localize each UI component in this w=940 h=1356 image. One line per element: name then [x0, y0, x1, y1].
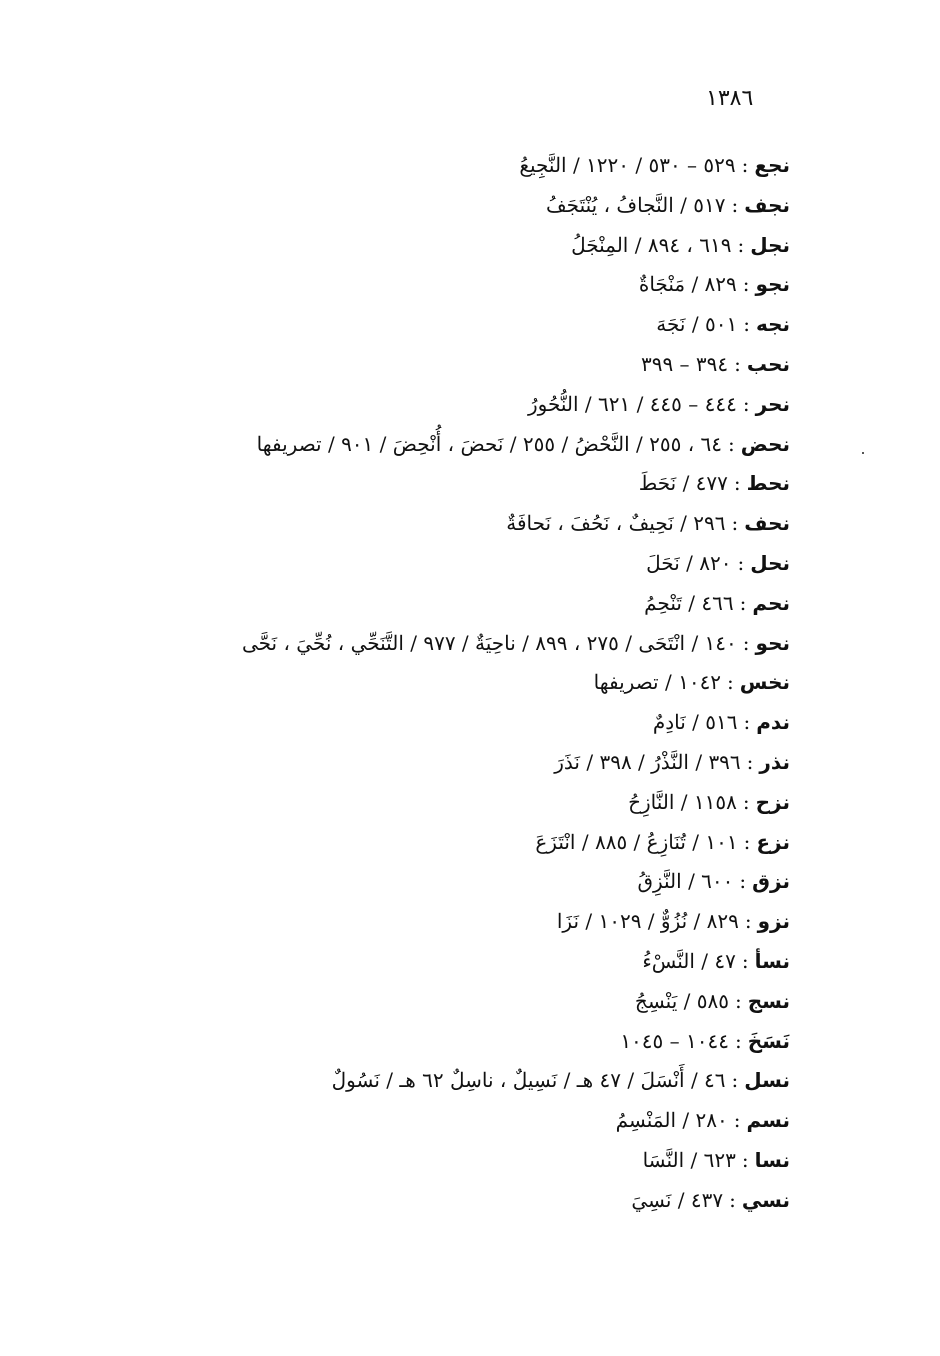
index-entry: نسا:٦٢٣ / النَّسَا	[642, 1147, 790, 1172]
entry-root: نجع	[754, 153, 790, 177]
entry-refs: ٢٩٦ / نَحِيفٌ ، نَحُفَ ، نَحافَةٌ	[506, 511, 726, 536]
index-entry: نخس:١٠٤٢ / تصريفها	[593, 670, 790, 695]
index-entry: نزق:٦٠٠ / النَّزِقُ	[637, 869, 790, 894]
index-entry: نحو:١٤٠ / انْتَحَى / ٢٧٥ ، ٨٩٩ / ناحِيَةٌ / ٩٧٧ / التَّنَحِّي ، نُحِّيَ ، نَحَّى	[241, 630, 790, 655]
entry-root: نحب	[746, 351, 790, 376]
index-entry: ندم:٥١٦ / نَادِمٌ	[652, 710, 790, 735]
index-entry: نزع:١٠١ / تُنَازِعُ / ٨٨٥ / انْتَزَعَ	[535, 829, 790, 854]
entry-refs: ٦٤ ، ٢٥٥ / النَّحْضُ / ٢٥٥ / نَحضَ ، أُنْحِضَ / ٩٠١ / تصريفها	[256, 431, 723, 456]
entry-root: نزق	[752, 869, 790, 894]
entry-refs: ٨٢٠ / نَحَلَ	[646, 550, 732, 575]
entry-root: نحر	[755, 391, 790, 416]
index-entry: نسم:٢٨٠ / المَنْسِمُ	[615, 1108, 790, 1133]
entry-root: نَسَخَ	[747, 1028, 790, 1053]
index-entry: نجف:٥١٧ / النَّجافُ ، يُنْتَجَفُ	[545, 192, 790, 217]
index-entry: نحل:٨٢٠ / نَحَلَ	[646, 550, 790, 575]
index-entry: نزح:١١٥٨ / النَّازِحُ	[628, 789, 790, 814]
index-entry: نحض:٦٤ ، ٢٥٥ / النَّحْضُ / ٢٥٥ / نَحضَ ، أُنْحِضَ / ٩٠١ / تصريفها	[256, 431, 790, 456]
entry-refs: ١٤٠ / انْتَحَى / ٢٧٥ ، ٨٩٩ / ناحِيَةٌ / ٩٧٧ / التَّنَحِّي ، نُحِّيَ ، نَحَّى	[241, 630, 737, 655]
entry-refs: ٥١٧ / النَّجافُ ، يُنْتَجَفُ	[545, 192, 726, 217]
index-entry: نجه:٥٠١ / نَجَهَ	[656, 312, 790, 337]
entry-refs: ٢٨٠ / المَنْسِمُ	[615, 1108, 728, 1133]
margin-dot	[862, 452, 864, 454]
entry-root: نحل	[750, 550, 790, 575]
entry-root: نسي	[741, 1187, 790, 1212]
entry-root: نحم	[752, 590, 790, 615]
entry-root: نزع	[756, 829, 790, 854]
entry-root: نحو	[755, 630, 790, 655]
entry-refs: ٨٢٩ / نُزُوٌّ / ١٠٢٩ / نَزَا	[556, 909, 739, 934]
entry-refs: ٥٠١ / نَجَهَ	[656, 312, 738, 337]
entry-root: ندم	[756, 710, 790, 735]
entry-root: نسا	[754, 1147, 790, 1172]
entry-root: نحط	[746, 471, 790, 496]
entry-refs: ٤٦ / أَنْسَلَ / ٤٧ هـ / نَسِيلٌ ، ناسِلٌ ٦٢ هـ / نَسُولٌ	[331, 1068, 726, 1093]
entry-refs: ٣٩٦ / النَّذْرُ / ٣٩٨ / نَذَرَ	[554, 749, 741, 774]
index-entry: نزو:٨٢٩ / نُزُوٌّ / ١٠٢٩ / نَزَا	[556, 909, 790, 934]
entry-root: نحض	[740, 431, 790, 456]
entry-root: نزح	[755, 789, 790, 814]
entry-refs: ٤٧٧ / نَحَطَ	[638, 471, 728, 496]
index-entry: نجو:٨٢٩ / مَنْجَاةٌ	[638, 272, 790, 297]
entry-root: نذر	[759, 749, 790, 774]
entry-root: نجه	[755, 312, 790, 337]
entry-refs: ٨٢٩ / مَنْجَاةٌ	[638, 272, 737, 297]
index-entry: نسأ:٤٧ / النَّسْءُ	[642, 948, 790, 973]
index-entry: نسل:٤٦ / أَنْسَلَ / ٤٧ هـ / نَسِيلٌ ، ناسِلٌ ٦٢ هـ / نَسُولٌ	[331, 1068, 790, 1093]
entry-refs: ٦٢٣ / النَّسَا	[642, 1147, 736, 1172]
entry-root: نسل	[744, 1068, 790, 1093]
entry-refs: ٤٦٦ / تَنْحِمُ	[644, 590, 734, 615]
index-entry: نسج:٥٨٥ / يَنْسِجُ	[634, 988, 790, 1013]
entry-root: نجف	[744, 192, 790, 217]
entry-refs: ٥١٦ / نَادِمٌ	[652, 710, 738, 735]
entry-root: نجو	[755, 272, 790, 297]
entry-root: نخس	[739, 670, 790, 695]
entry-refs: ١٠١ / تُنَازِعُ / ٨٨٥ / انْتَزَعَ	[535, 829, 738, 854]
index-entry: نجل:٦١٩ ، ٨٩٤ / المِنْجَلُ	[571, 232, 790, 257]
index-entry: نسي:٤٣٧ / نَسِيَ	[631, 1187, 790, 1212]
index-list	[90, 146, 790, 1221]
entry-root: نسم	[746, 1108, 790, 1133]
page-number: ١٣٨٦	[706, 86, 754, 111]
entry-refs: ١١٥٨ / النَّازِحُ	[628, 789, 737, 814]
index-entry: نحر:٤٤٤ – ٤٤٥ / ٦٢١ / النُّحُورُ	[527, 391, 790, 416]
index-entry: نحب:٣٩٤ – ٣٩٩	[640, 351, 790, 376]
entry-refs: ٥٢٩ – ٥٣٠ / ١٢٢٠ / النَّجِيعُ	[519, 153, 736, 177]
entry-root: نزو	[757, 909, 790, 934]
entry-refs: ٥٨٥ / يَنْسِجُ	[634, 988, 729, 1013]
entry-root: نسج	[747, 988, 790, 1013]
entry-root: نجل	[750, 232, 790, 257]
entry-root: نسأ	[754, 948, 790, 973]
entry-refs: ١٠٤٢ / تصريفها	[593, 670, 722, 695]
index-entry: نحط:٤٧٧ / نَحَطَ	[638, 471, 790, 496]
entry-root: نحف	[744, 511, 790, 536]
entry-refs: ٦١٩ ، ٨٩٤ / المِنْجَلُ	[571, 232, 732, 257]
index-entry: نحف:٢٩٦ / نَحِيفٌ ، نَحُفَ ، نَحافَةٌ	[506, 511, 790, 536]
index-entry: نذر:٣٩٦ / النَّذْرُ / ٣٩٨ / نَذَرَ	[554, 749, 790, 774]
entry-refs: ٤٧ / النَّسْءُ	[642, 948, 736, 973]
entry-refs: ٤٤٤ – ٤٤٥ / ٦٢١ / النُّحُورُ	[527, 391, 737, 416]
index-entry: نَسَخَ:١٠٤٤ – ١٠٤٥	[620, 1028, 790, 1053]
entry-refs: ٦٠٠ / النَّزِقُ	[637, 869, 734, 894]
entry-refs: ٤٣٧ / نَسِيَ	[631, 1187, 724, 1212]
entry-refs: ١٠٤٤ – ١٠٤٥	[620, 1028, 729, 1053]
entry-refs: ٣٩٤ – ٣٩٩	[640, 351, 729, 376]
index-entry: نحم:٤٦٦ / تَنْحِمُ	[644, 590, 790, 615]
index-entry: نجع:٥٢٩ – ٥٣٠ / ١٢٢٠ / النَّجِيعُ	[519, 153, 790, 177]
